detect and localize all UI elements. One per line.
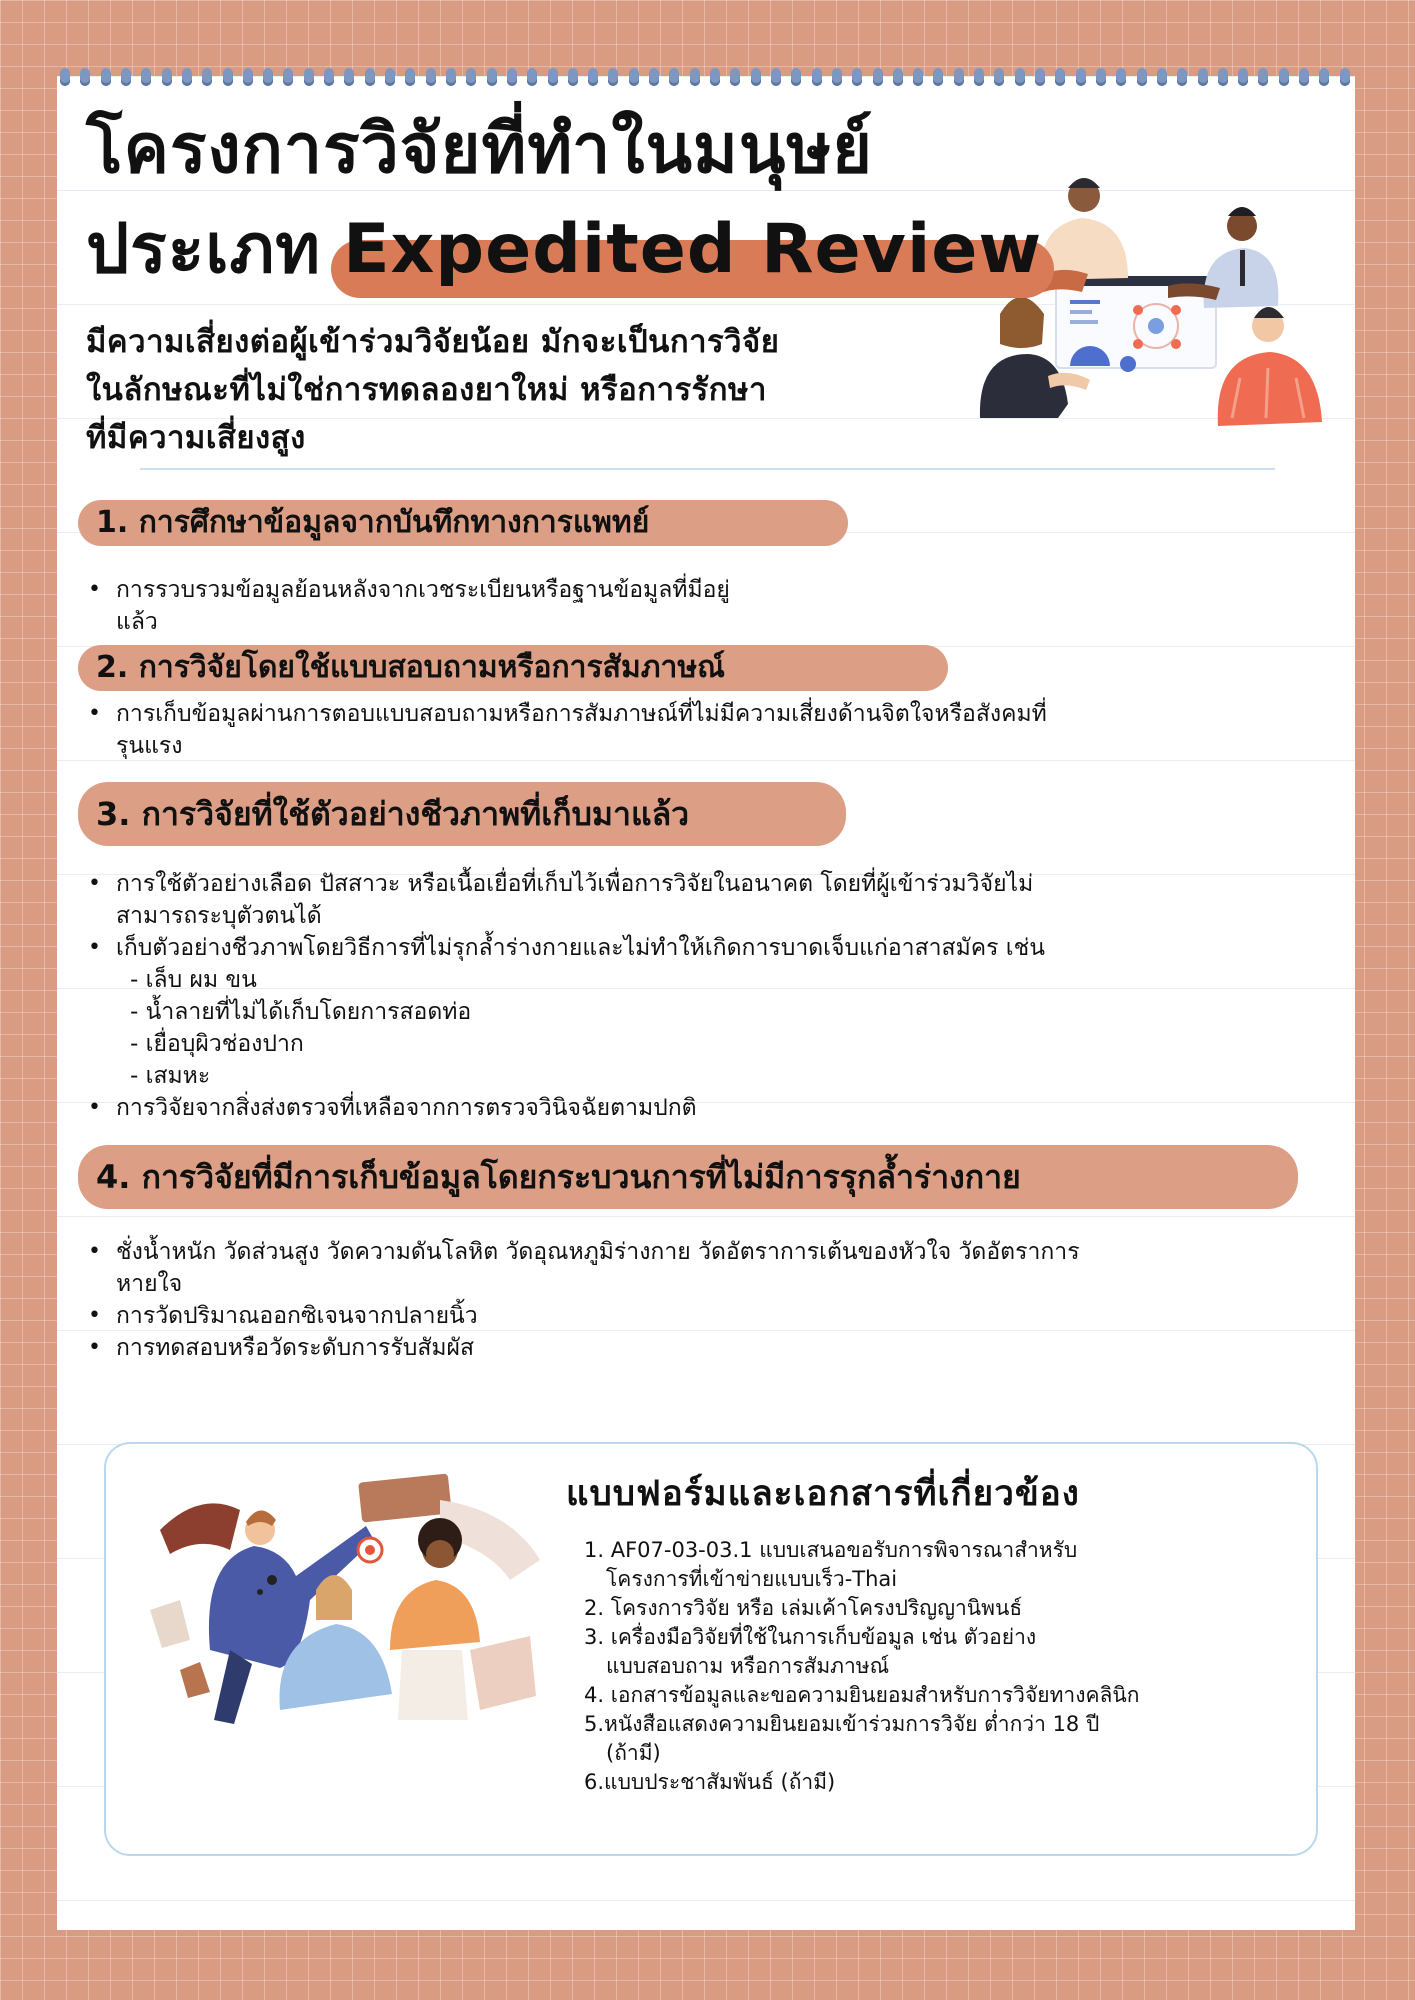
page-title-line2 <box>86 210 1054 290</box>
spiral-ring-icon <box>1319 68 1329 86</box>
spiral-ring-icon <box>913 68 923 86</box>
spiral-ring-icon <box>812 68 822 86</box>
intro-divider <box>140 468 1275 470</box>
spiral-ring-icon <box>223 68 233 86</box>
spiral-ring-icon <box>405 68 415 86</box>
section-heading-text: 3. การวิจัยที่ใช้ตัวอย่างชีวภาพที่เก็บมาแล้ว <box>96 795 690 833</box>
list-item: • การเก็บข้อมูลผ่านการตอบแบบสอบถามหรือการสัมภาษณ์ที่ไม่มีความเสี่ยงด้านจิตใจหรือสังคมที่ รุนแรง <box>116 698 1316 762</box>
spiral-ring-icon <box>1137 68 1147 86</box>
intro-text <box>86 318 986 462</box>
list-item: • ชั่งน้ำหนัก วัดส่วนสูง วัดความดันโลหิต วัดอุณหภูมิร่างกาย วัดอัตราการเต้นของหัวใจ วัดอัตราการ หายใจ <box>116 1236 1336 1300</box>
spiral-ring-icon <box>446 68 456 86</box>
spiral-ring-icon <box>283 68 293 86</box>
spiral-ring-icon <box>974 68 984 86</box>
intro-line: ในลักษณะที่ไม่ใช่การทดลองยาใหม่ หรือการรักษา <box>86 372 767 408</box>
spiral-ring-icon <box>751 68 761 86</box>
list-item: • การทดสอบหรือวัดระดับการรับสัมผัส <box>116 1332 1336 1364</box>
spiral-ring-icon <box>690 68 700 86</box>
list-item: • การวิจัยจากสิ่งส่งตรวจที่เหลือจากการตรวจวินิจฉัยตามปกติ <box>116 1092 1316 1124</box>
spiral-ring-icon <box>101 68 111 86</box>
form-item: 3. เครื่องมือวิจัยที่ใช้ในการเก็บข้อมูล เช่น ตัวอย่าง <box>584 1625 1037 1649</box>
title-highlight-text: Expedited Review <box>343 210 1043 289</box>
sub-item: - เยื่อบุผิวช่องปาก <box>130 1031 304 1057</box>
list-item: • การรวบรวมข้อมูลย้อนหลังจากเวชระเบียนหรือฐานข้อมูลที่มีอยู่ แล้ว <box>116 574 1016 638</box>
spiral-ring-icon <box>994 68 1004 86</box>
form-item: 5.หนังสือแสดงความยินยอมเข้าร่วมการวิจัย ต่ำกว่า 18 ปี <box>584 1712 1100 1736</box>
spiral-ring-icon <box>669 68 679 86</box>
spiral-ring-icon <box>385 68 395 86</box>
section-heading-text: 4. การวิจัยที่มีการเก็บข้อมูลโดยกระบวนการที่ไม่มีการรุกล้ำร่างกาย <box>96 1158 1021 1196</box>
spiral-ring-icon <box>243 68 253 86</box>
spiral-ring-icon <box>1055 68 1065 86</box>
spiral-ring-icon <box>893 68 903 86</box>
sub-item: - น้ำลายที่ไม่ได้เก็บโดยการสอดท่อ <box>130 999 472 1025</box>
spiral-ring-icon <box>1340 68 1350 86</box>
form-item: แบบสอบถาม หรือการสัมภาษณ์ <box>606 1654 890 1678</box>
spiral-ring-icon <box>1076 68 1086 86</box>
spiral-ring-icon <box>344 68 354 86</box>
spiral-ring-icon <box>304 68 314 86</box>
section-heading-text: 2. การวิจัยโดยใช้แบบสอบถามหรือการสัมภาษณ์ <box>96 650 725 685</box>
form-item: 6.แบบประชาสัมพันธ์ (ถ้ามี) <box>584 1770 836 1794</box>
form-item: 1. AF07-03-03.1 แบบเสนอขอรับการพิจารณาสำหรับ <box>584 1538 1078 1562</box>
spiral-ring-icon <box>162 68 172 86</box>
list-item: • การวัดปริมาณออกซิเจนจากปลายนิ้ว <box>116 1300 1336 1332</box>
section-heading-text: 1. การศึกษาข้อมูลจากบันทึกทางการแพทย์ <box>96 505 650 540</box>
section-heading-3 <box>78 782 846 846</box>
forms-title: แบบฟอร์มและเอกสารที่เกี่ยวข้อง <box>566 1474 1080 1514</box>
spiral-ring-icon <box>80 68 90 86</box>
spiral-ring-icon <box>527 68 537 86</box>
spiral-ring-icon <box>873 68 883 86</box>
spiral-ring-icon <box>1015 68 1025 86</box>
spiral-ring-icon <box>771 68 781 86</box>
spiral-ring-icon <box>730 68 740 86</box>
page-title-line1: โครงการวิจัยที่ทำในมนุษย์ <box>86 110 873 189</box>
form-item: (ถ้ามี) <box>606 1741 661 1765</box>
spiral-ring-icon <box>1258 68 1268 86</box>
intro-line: มีความเสี่ยงต่อผู้เข้าร่วมวิจัยน้อย มักจะเป็นการวิจัย <box>86 324 780 360</box>
spiral-ring-icon <box>466 68 476 86</box>
spiral-ring-icon <box>568 68 578 86</box>
spiral-ring-icon <box>629 68 639 86</box>
team-meeting-illustration <box>978 168 1330 430</box>
sub-item: - เล็บ ผม ขน <box>130 967 257 993</box>
spiral-ring-icon <box>1035 68 1045 86</box>
spiral-ring-icon <box>1157 68 1167 86</box>
spiral-ring-icon <box>1198 68 1208 86</box>
section-heading-4 <box>78 1145 1298 1209</box>
list-item: • การใช้ตัวอย่างเลือด ปัสสาวะ หรือเนื้อเยื่อที่เก็บไว้เพื่อการวิจัยในอนาคต โดยที่ผู้เข้าร่วมวิจัยไม่ สามารถระบุตัวตนได้ <box>116 868 1316 932</box>
spiral-ring-icon <box>1279 68 1289 86</box>
sub-item: - เสมหะ <box>130 1063 211 1089</box>
section-4-list <box>86 1236 1336 1364</box>
spiral-binding <box>60 62 1350 92</box>
spiral-ring-icon <box>141 68 151 86</box>
section-2-list <box>86 698 1316 762</box>
title-prefix: ประเภท <box>86 210 322 289</box>
spiral-ring-icon <box>1096 68 1106 86</box>
section-heading-2 <box>78 645 948 691</box>
spiral-ring-icon <box>324 68 334 86</box>
spiral-ring-icon <box>426 68 436 86</box>
spiral-ring-icon <box>852 68 862 86</box>
section-3-list <box>86 868 1316 1124</box>
spiral-ring-icon <box>649 68 659 86</box>
title-highlight <box>331 210 1054 290</box>
spiral-ring-icon <box>60 68 70 86</box>
section-1-list <box>86 574 1016 638</box>
spiral-ring-icon <box>608 68 618 86</box>
spiral-ring-icon <box>548 68 558 86</box>
spiral-ring-icon <box>507 68 517 86</box>
spiral-ring-icon <box>954 68 964 86</box>
forms-list <box>584 1536 1274 1797</box>
form-item: 4. เอกสารข้อมูลและขอความยินยอมสำหรับการวิจัยทางคลินิก <box>584 1683 1140 1707</box>
spiral-ring-icon <box>487 68 497 86</box>
form-item: 2. โครงการวิจัย หรือ เล่มเค้าโครงปริญญานิพนธ์ <box>584 1596 1023 1620</box>
spiral-ring-icon <box>1238 68 1248 86</box>
form-item: โครงการที่เข้าข่ายแบบเร็ว-Thai <box>606 1567 898 1591</box>
spiral-ring-icon <box>202 68 212 86</box>
spiral-ring-icon <box>791 68 801 86</box>
team-collaboration-illustration <box>140 1470 560 1740</box>
spiral-ring-icon <box>832 68 842 86</box>
spiral-ring-icon <box>1116 68 1126 86</box>
spiral-ring-icon <box>1299 68 1309 86</box>
spiral-ring-icon <box>1177 68 1187 86</box>
spiral-ring-icon <box>710 68 720 86</box>
spiral-ring-icon <box>182 68 192 86</box>
spiral-ring-icon <box>588 68 598 86</box>
spiral-ring-icon <box>365 68 375 86</box>
intro-line: ที่มีความเสี่ยงสูง <box>86 420 306 456</box>
spiral-ring-icon <box>263 68 273 86</box>
spiral-ring-icon <box>121 68 131 86</box>
spiral-ring-icon <box>1218 68 1228 86</box>
spiral-ring-icon <box>933 68 943 86</box>
section-heading-1 <box>78 500 848 546</box>
list-item: • เก็บตัวอย่างชีวภาพโดยวิธีการที่ไม่รุกล้ำร่างกายและไม่ทำให้เกิดการบาดเจ็บแก่อาสาสมัคร เช่น <box>116 932 1316 964</box>
